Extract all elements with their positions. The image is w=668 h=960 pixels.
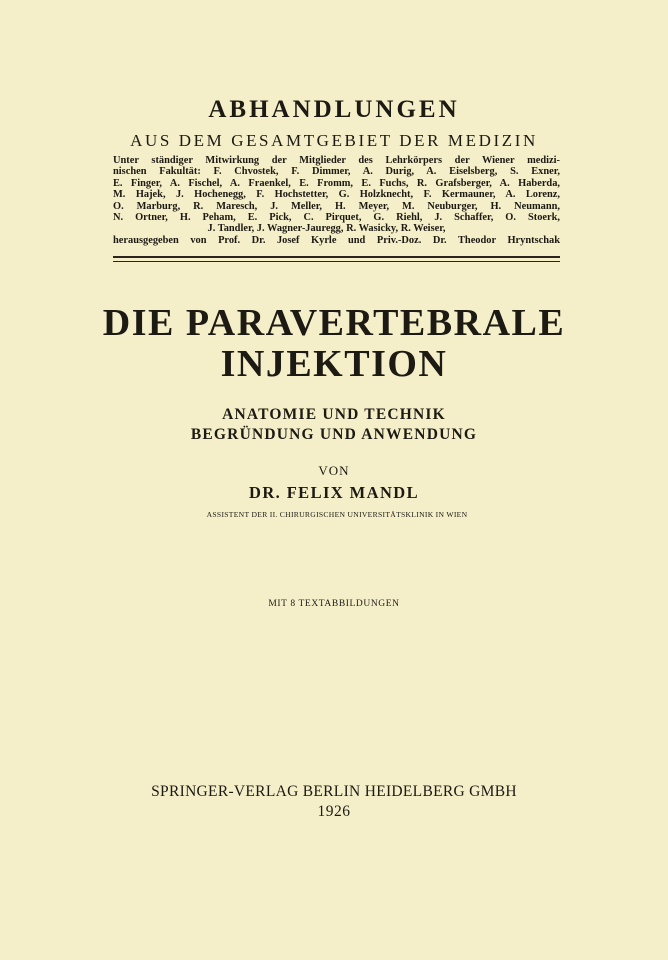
series-subtitle: AUS DEM GESAMTGEBIET DER MEDIZIN bbox=[130, 131, 538, 150]
contributors-line: Unter ständiger Mitwirkung der Mitglieder des Lehrkörpers der Wiener medizi- bbox=[113, 155, 560, 166]
author-name: DR. FELIX MANDL bbox=[249, 483, 419, 502]
contributors-line: E. Finger, A. Fischel, A. Fraenkel, E. Fromm, E. Fuchs, R. Grafsberger, A. Haberda, bbox=[113, 177, 560, 189]
divider-rule bbox=[113, 256, 560, 258]
book-subtitle-line-2: BEGRÜNDUNG UND ANWENDUNG bbox=[190, 426, 478, 443]
publication-year: 1926 bbox=[317, 803, 351, 820]
by-label: VON bbox=[318, 463, 350, 478]
book-subtitle-line-1: ANATOMIE UND TECHNIK bbox=[222, 406, 446, 423]
contributors-line: M. Hajek, J. Hochenegg, F. Hochstetter, G. Holzknecht, F. Kermauner, A. Lorenz, bbox=[113, 189, 560, 201]
series-title: ABHANDLUNGEN bbox=[208, 96, 460, 123]
contributors-line: nischen Fakultät: F. Chvostek, F. Dimmer, A. Durig, A. Eiselsberg, S. Exner, bbox=[113, 166, 560, 178]
contributors-line: O. Marburg, R. Maresch, J. Meller, H. Meyer, M. Neuburger, H. Neumann, bbox=[113, 200, 560, 212]
illustrations-note: MIT 8 TEXTABBILDUNGEN bbox=[268, 599, 400, 609]
book-title-line-1: DIE PARAVERTEBRALE bbox=[102, 302, 566, 344]
contributors-line: J. Tandler, J. Wagner-Jauregg, R. Wasicky, R. Weiser, bbox=[207, 223, 446, 235]
author-affiliation: ASSISTENT DER II. CHIRURGISCHEN UNIVERSITÄTSKLINIK IN WIEN bbox=[206, 510, 468, 519]
contributors-line: herausgegeben von Prof. Dr. Josef Kyrle und Priv.-Doz. Dr. Theodor Hryntschak bbox=[113, 234, 560, 246]
book-title-line-2: INJEKTION bbox=[220, 343, 448, 385]
divider-rule bbox=[113, 261, 560, 262]
contributors-line: N. Ortner, H. Peham, E. Pick, C. Pirquet, G. Riehl, J. Schaffer, O. Stoerk, bbox=[113, 212, 560, 224]
publisher-name: SPRINGER-VERLAG BERLIN HEIDELBERG GMBH bbox=[151, 783, 517, 800]
series-contributors bbox=[113, 155, 560, 246]
